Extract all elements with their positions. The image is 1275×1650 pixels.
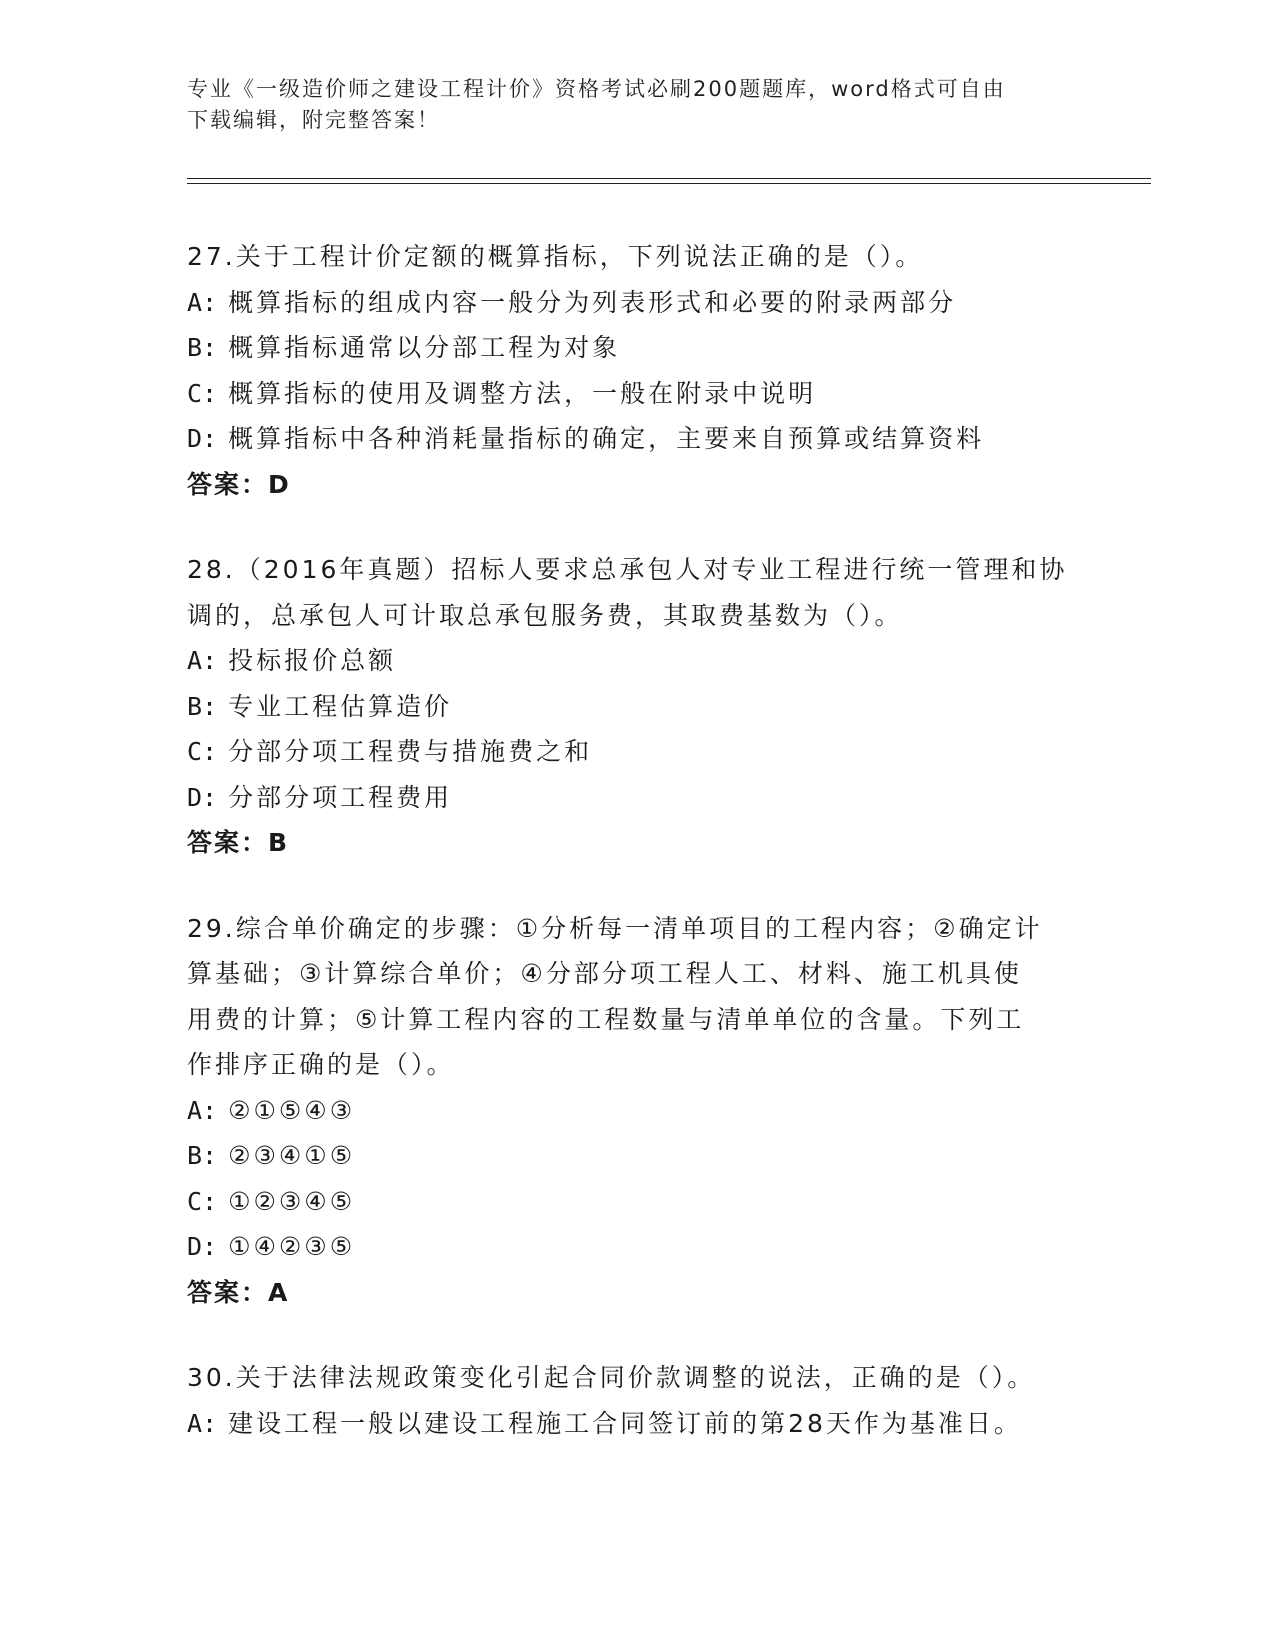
- option-letter: B:: [187, 1141, 218, 1170]
- question-stem-line: 用费的计算；⑤计算工程内容的工程数量与清单单位的含量。下列工: [187, 1004, 1025, 1034]
- header-line-2: 下载编辑，附完整答案！: [187, 108, 440, 132]
- question-block: [187, 547, 1087, 866]
- option-text: 投标报价总额: [228, 646, 397, 675]
- option-text: 分部分项工程费用: [228, 782, 453, 812]
- document-header: [187, 74, 1087, 136]
- answer-option: [187, 1179, 1087, 1225]
- option-text: 概算指标的使用及调整方法，一般在附录中说明: [228, 378, 817, 408]
- option-text: 概算指标通常以分部工程为对象: [228, 333, 621, 362]
- question-stem-line: 算基础；③计算综合单价；④分部分项工程人工、材料、施工机具使: [187, 959, 1022, 988]
- answer-option: [187, 684, 1087, 730]
- question-stem-line: 27.关于工程计价定额的概算指标，下列说法正确的是（）。: [187, 242, 924, 271]
- option-text: ①②③④⑤: [228, 1186, 356, 1216]
- option-text: ②①⑤④③: [228, 1095, 356, 1125]
- answer-option: [187, 325, 1087, 371]
- option-letter: D:: [187, 782, 218, 812]
- option-letter: A:: [187, 1095, 218, 1125]
- option-letter: A:: [187, 287, 218, 317]
- question-stem-line: 作排序正确的是（）。: [187, 1050, 455, 1079]
- answer-key: 答案：B: [187, 828, 290, 857]
- option-text: ①④②③⑤: [228, 1232, 356, 1261]
- question-block: [187, 906, 1087, 1316]
- answer-option: [187, 1088, 1087, 1134]
- option-text: 分部分项工程费与措施费之和: [228, 737, 593, 766]
- answer-option: [187, 280, 1087, 326]
- answer-option: [187, 729, 1087, 775]
- option-text: 建设工程一般以建设工程施工合同签订前的第28天作为基准日。: [228, 1408, 1022, 1438]
- question-stem-line: 调的，总承包人可计取总承包服务费，其取费基数为（）。: [187, 600, 903, 630]
- answer-option: [187, 371, 1087, 417]
- answer-key: 答案：A: [187, 1277, 290, 1307]
- option-text: 专业工程估算造价: [228, 691, 453, 721]
- question-stem-line: 28.（2016年真题）招标人要求总承包人对专业工程进行统一管理和协: [187, 555, 1068, 584]
- answer-key: 答案：D: [187, 469, 291, 499]
- option-text: 概算指标中各种消耗量指标的确定，主要来自预算或结算资料: [228, 424, 985, 453]
- option-letter: B:: [187, 691, 218, 721]
- answer-option: [187, 775, 1087, 821]
- option-letter: C:: [187, 737, 218, 766]
- answer-option: [187, 638, 1087, 684]
- option-letter: A:: [187, 1408, 218, 1438]
- answer-option: [187, 1133, 1087, 1179]
- answer-option: [187, 416, 1087, 462]
- option-letter: D:: [187, 1232, 218, 1261]
- header-rule-bottom: [187, 183, 1151, 184]
- answer-option: [187, 1224, 1087, 1270]
- option-letter: D:: [187, 424, 218, 453]
- answer-option: [187, 1401, 1087, 1447]
- question-stem-line: 30.关于法律法规政策变化引起合同价款调整的说法，正确的是（）。: [187, 1363, 1036, 1392]
- option-letter: C:: [187, 378, 218, 408]
- option-text: 概算指标的组成内容一般分为列表形式和必要的附录两部分: [228, 287, 957, 317]
- question-block: [187, 234, 1087, 507]
- option-letter: A:: [187, 646, 218, 675]
- question-stem-line: 29.综合单价确定的步骤：①分析每一清单项目的工程内容；②确定计: [187, 913, 1043, 943]
- header-rule-top: [187, 178, 1151, 179]
- option-letter: B:: [187, 333, 218, 362]
- question-block: [187, 1355, 1087, 1446]
- option-letter: C:: [187, 1186, 218, 1216]
- header-line-1: 专业《一级造价师之建设工程计价》资格考试必刷200题题库，word格式可自由: [187, 77, 1006, 101]
- option-text: ②③④①⑤: [228, 1141, 356, 1170]
- question-list: [187, 234, 1087, 1486]
